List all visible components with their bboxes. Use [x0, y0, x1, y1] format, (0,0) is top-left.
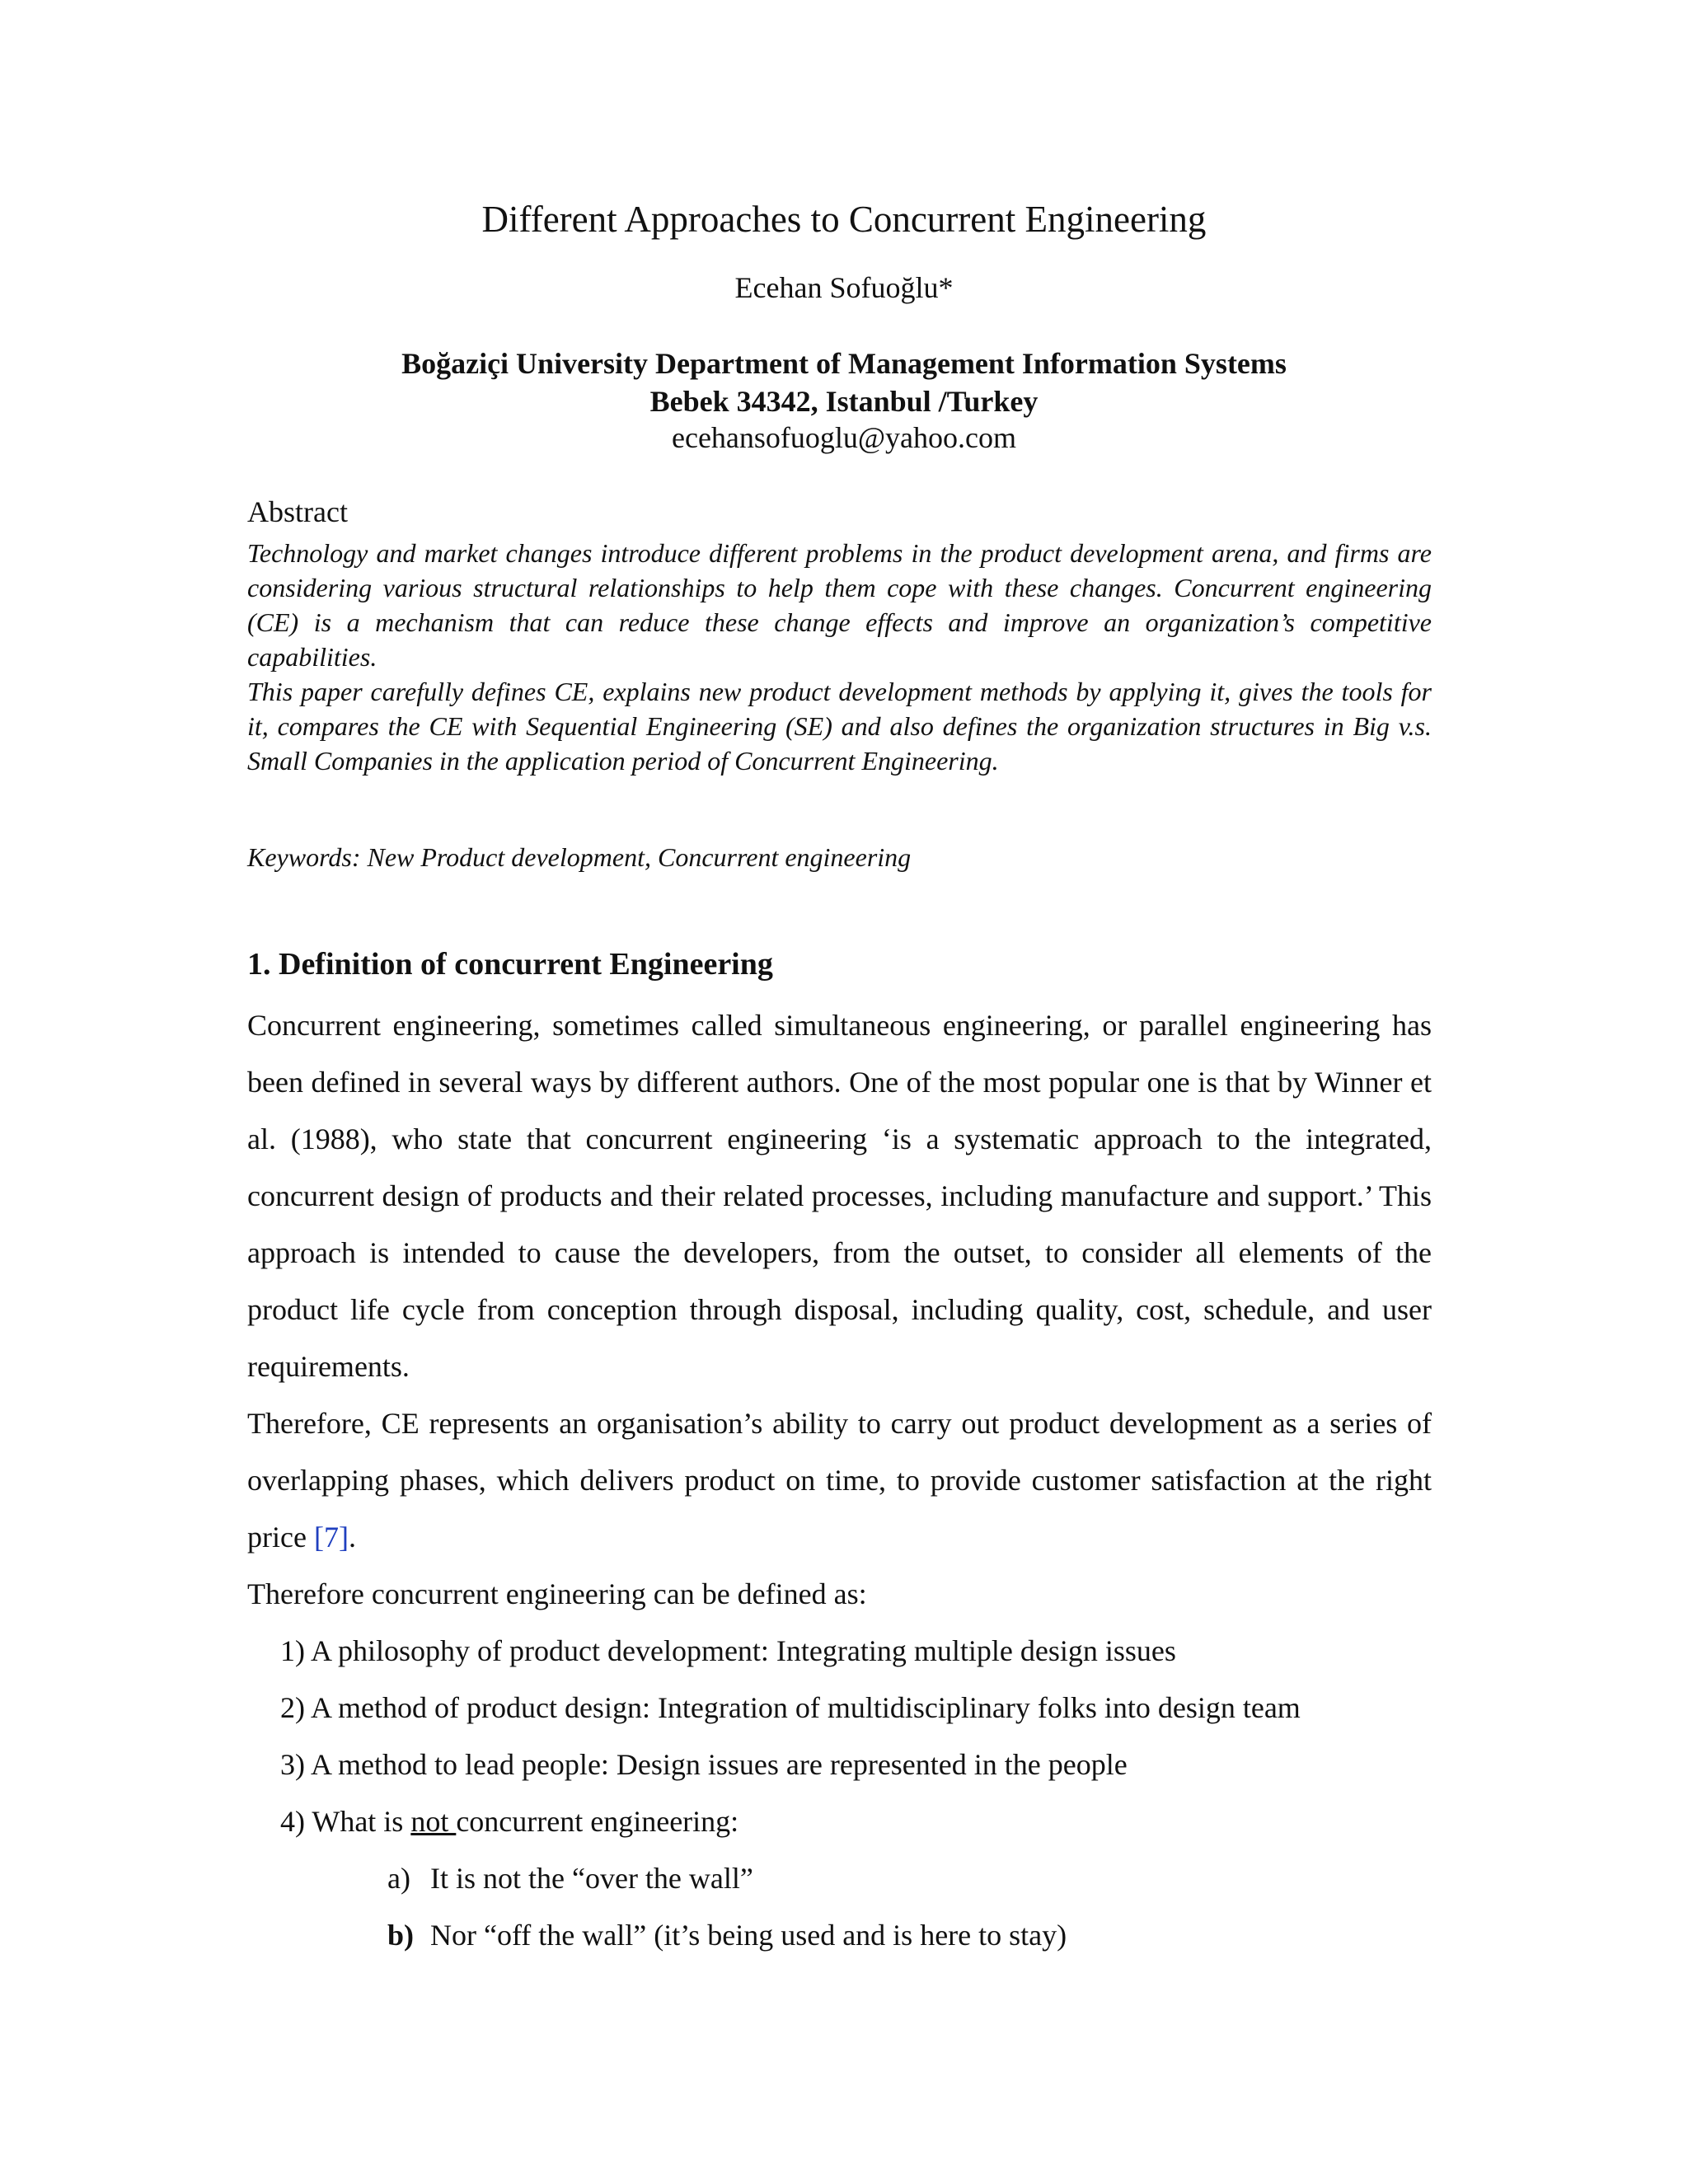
keywords: Keywords: New Product development, Concurrent engineering: [247, 842, 912, 872]
item-4-suffix: concurrent engineering:: [456, 1805, 739, 1838]
section-heading: 1. Definition of concurrent Engineering: [247, 947, 773, 982]
item-4-underlined: not: [410, 1805, 457, 1838]
sub-item-text: It is not the “over the wall”: [430, 1862, 753, 1895]
sub-item-text: Nor “off the wall” (it’s being used and is here to stay): [430, 1919, 1067, 1952]
abstract-paragraph-2: This paper carefully defines CE, explains new product development methods by applying it, gives the tools for it, compares the CE with Sequential Engineering (SE) and also defines the organization structures in Big v.s. Small Companies in the application period of Concurrent Engineering.: [247, 677, 1432, 776]
list-intro: Therefore concurrent engineering can be defined as:: [247, 1577, 867, 1610]
section-paragraph-2: [247, 1395, 1432, 1566]
abstract-body: [247, 536, 1432, 778]
list-item: 1) A philosophy of product development: Integrating multiple design issues: [280, 1634, 1176, 1667]
author-name: Ecehan Sofuoğlu*: [734, 271, 954, 304]
affiliation-line-2: Bebek 34342, Istanbul /Turkey: [649, 385, 1039, 418]
item-4-prefix: 4) What is: [280, 1805, 411, 1838]
citation-link[interactable]: [7]: [313, 1521, 349, 1554]
sub-list-item: [247, 1907, 1432, 1964]
list-item: 3) A method to lead people: Design issues are represented in the people: [280, 1748, 1128, 1781]
paragraph-2-end: .: [348, 1521, 356, 1554]
sub-item-marker: a): [387, 1862, 410, 1895]
list-item: [247, 1793, 1432, 1850]
author-email: ecehansofuoglu@yahoo.com: [671, 421, 1017, 454]
sub-item-marker: b): [387, 1919, 415, 1952]
section-body: [247, 997, 1432, 1964]
paragraph-2-text: Therefore, CE represents an organisation’s ability to carry out product development as a series of overlapping phases, which delivers product on time, to provide customer satisfaction at the right price: [247, 1407, 1432, 1554]
abstract-paragraph-1: Technology and market changes introduce different problems in the product development arena, and firms are considering various structural relationships to help them cope with these changes. Concurrent engineering (CE) is a mechanism that can reduce these change effects and improve an organization’s competitive capabilities.: [247, 538, 1432, 672]
section-paragraph-1: Concurrent engineering, sometimes called simultaneous engineering, or parallel engineering has been defined in several ways by different authors. One of the most popular one is that by Winner et al. (1988), who state that concurrent engineering ‘is a systematic approach to the integrated, concurrent design of products and their related processes, including manufacture and support.’ This approach is intended to cause the developers, from the outset, to consider all elements of the product life cycle from conception through disposal, including quality, cost, schedule, and user requirements.: [247, 1009, 1432, 1383]
sub-list-item: [247, 1850, 1432, 1907]
list-item: 2) A method of product design: Integration of multidisciplinary folks into design team: [280, 1691, 1301, 1724]
paper-title: Different Approaches to Concurrent Engineering: [481, 199, 1207, 240]
affiliation-line-1: Boğaziçi University Department of Management Information Systems: [401, 347, 1287, 380]
abstract-heading: Abstract: [247, 495, 348, 528]
